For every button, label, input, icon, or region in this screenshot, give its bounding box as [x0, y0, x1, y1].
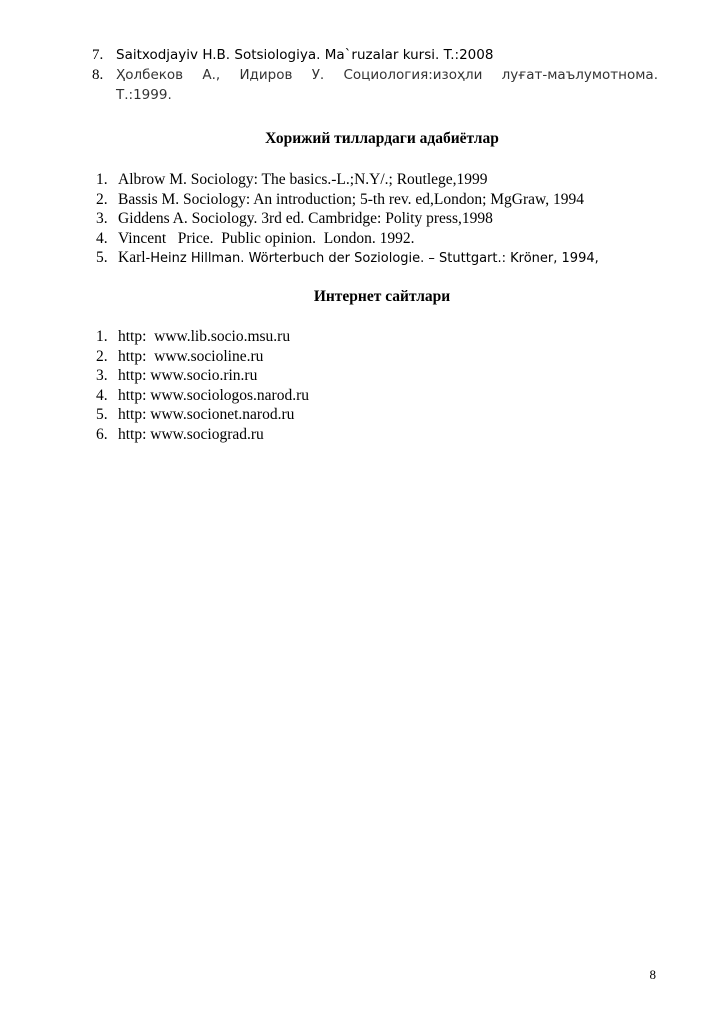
- list-item: [96, 386, 676, 406]
- item-text: Giddens A. Sociology. 3rd ed. Cambridge: Polity press,1998: [118, 210, 493, 227]
- internet-sites-list: [96, 327, 676, 444]
- list-item: [96, 190, 676, 210]
- foreign-literature-list: [96, 170, 676, 269]
- item-text-b: -Heinz Hillman. Wörterbuch der Soziologie. – Stuttgart.: Kröner, 1994,: [145, 251, 599, 266]
- item-text: Bassis M. Sociology: An introduction; 5-th rev. ed,London; MgGraw, 1994: [118, 190, 584, 208]
- item-number: 6.: [96, 425, 108, 443]
- item-text-a: Karl: [118, 249, 146, 266]
- item-number: 4.: [96, 386, 108, 404]
- item-text-line-1: Ҳолбеков А., Идиров У. Социология:изоҳли луғат-маълумотнома.: [116, 67, 658, 83]
- item-text-line-2: Т.:1999.: [116, 87, 172, 103]
- item-text: Albrow M. Sociology: The basics.-L.;N.Y/.; Routlege,1999: [118, 171, 488, 188]
- item-link[interactable]: http: www.sociologos.narod.ru: [118, 386, 310, 404]
- item-link[interactable]: http: www.socionet.narod.ru: [118, 406, 295, 423]
- list-item: [96, 405, 676, 425]
- list-item: [96, 209, 676, 229]
- item-number: 8.: [92, 67, 104, 83]
- item-link[interactable]: http: www.sociograd.ru: [118, 425, 264, 443]
- list-item: [92, 45, 658, 65]
- list-item: [96, 347, 676, 367]
- item-link[interactable]: http: www.socioline.ru: [118, 347, 264, 365]
- reference-list-continued: [92, 45, 658, 105]
- list-item: [96, 170, 676, 190]
- item-number: 1.: [96, 328, 108, 345]
- item-number: 2.: [96, 190, 108, 208]
- item-number: 3.: [96, 210, 108, 227]
- list-item: [92, 65, 658, 105]
- item-number: 1.: [96, 171, 108, 188]
- item-number: 7.: [92, 47, 104, 63]
- item-link[interactable]: http: www.lib.socio.msu.ru: [118, 328, 291, 345]
- list-item: [96, 425, 676, 445]
- item-number: 4.: [96, 229, 108, 247]
- section-heading-internet-sites: Интернет сайтлари: [313, 288, 451, 305]
- item-number: 3.: [96, 367, 108, 384]
- page-number: 8: [649, 967, 656, 982]
- item-number: 2.: [96, 347, 108, 365]
- list-item: [96, 327, 676, 347]
- list-item: [96, 366, 676, 386]
- item-text: Saitxodjayiv H.B. Sotsiologiya. Ma`ruzalar kursi. T.:2008: [116, 47, 494, 63]
- item-link[interactable]: http: www.socio.rin.ru: [118, 367, 258, 384]
- section-heading-foreign-literature: Хорижий тиллардаги адабиётлар: [265, 130, 499, 147]
- list-item: [96, 229, 676, 249]
- item-number: 5.: [96, 249, 108, 266]
- item-text: Vincent Price. Public opinion. London. 1992.: [118, 229, 415, 247]
- list-item: [96, 248, 676, 269]
- item-number: 5.: [96, 406, 108, 423]
